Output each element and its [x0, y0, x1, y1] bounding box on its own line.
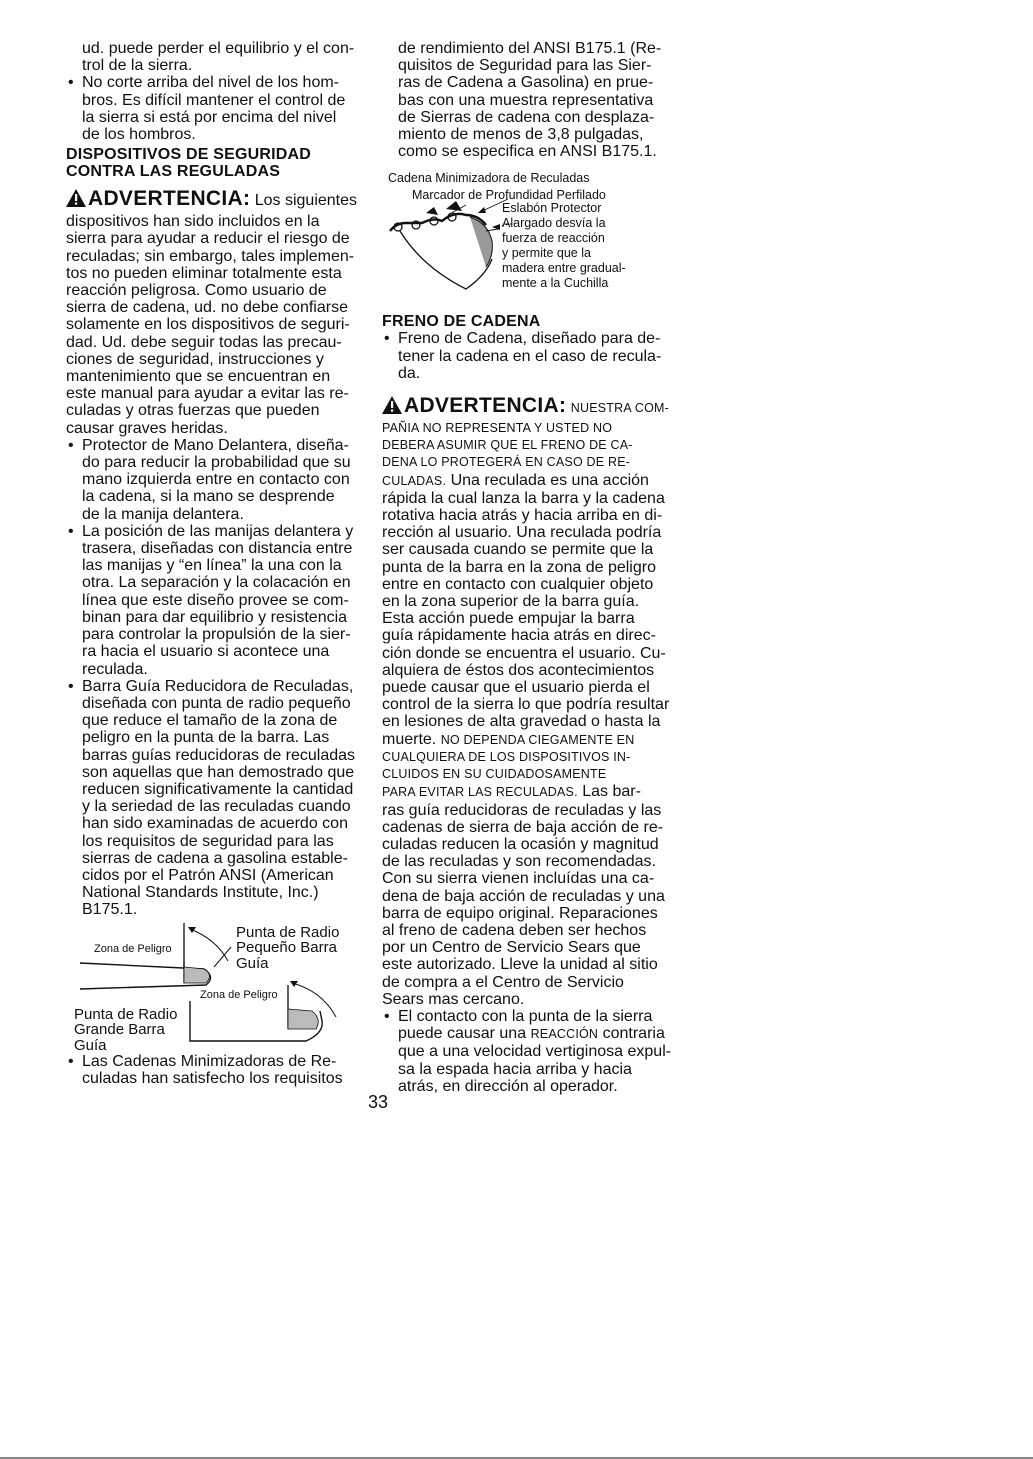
- list-item: [66, 1053, 362, 1087]
- text-span: contraria: [602, 1025, 665, 1043]
- text-line: sierra para ayudar a reducir el riesgo de: [66, 230, 350, 248]
- heading-line: CONTRA LAS REGULADAS: [66, 163, 281, 181]
- text-line: dena de baja acción de reculadas y una: [382, 887, 665, 905]
- text-line: solamente en los dispositivos de seguri-: [66, 316, 350, 334]
- text-line: atrás, en dirección al operador.: [398, 1077, 618, 1095]
- figure-title: Cadena Minimizadora de Reculadas: [388, 171, 590, 186]
- text-line: son aquellas que han demostrado que: [82, 763, 355, 781]
- left-column: [66, 40, 362, 1087]
- text-line: rotativa hacia atrás y hacia arriba en di-: [382, 507, 663, 525]
- text-line: bas con una muestra representativa: [398, 91, 654, 109]
- right-column: [382, 40, 682, 1095]
- list-item: [66, 437, 362, 523]
- text-line: mantenimiento que se encuentran en: [66, 368, 331, 386]
- label-line: y permite que la: [502, 246, 591, 261]
- text-line: entre en contacto con cualquier objeto: [382, 575, 654, 593]
- text-line: este autorizado. Lleve la unidad al sitio: [382, 956, 658, 974]
- text-line: de rendimiento del ANSI B175.1 (Re-: [398, 40, 662, 57]
- text-caps: PARA EVITAR LAS RECULADAS.: [382, 785, 578, 800]
- label-line: Guía: [236, 954, 269, 972]
- text-line: culadas han satisfecho los requisitos: [82, 1069, 343, 1087]
- text-line: puede causar que el usuario pierda el: [382, 679, 650, 697]
- text-line: alquiera de éstos dos acontecimientos: [382, 661, 655, 679]
- text-line: ud. puede perder el equilibrio y el con-: [82, 40, 355, 57]
- text-line: de los hombros.: [82, 126, 196, 144]
- text-line: ra hacia el usuario si acontece una: [82, 643, 330, 661]
- label-line: fuerza de reacción: [502, 231, 605, 246]
- warning-title: ADVERTENCIA:: [404, 394, 567, 418]
- figure-label-danger-zone: Zona de Peligro: [94, 942, 172, 955]
- label-line: Punta de Radio: [236, 923, 340, 941]
- text-line: que reduce el tamaño de la zona de: [82, 712, 338, 730]
- text-line: trasera, diseñadas con distancia entre: [82, 540, 353, 558]
- text-line: reducen significativamente la cantidad: [82, 780, 354, 798]
- text-span: puede causar una: [398, 1025, 527, 1043]
- text-line: causar graves heridas.: [66, 419, 228, 437]
- text-line: reculada.: [82, 660, 148, 678]
- figure-label-danger-zone: Zona de Peligro: [200, 988, 278, 1001]
- text-line: ras guía reducidoras de reculadas y las: [382, 801, 662, 819]
- list-item: [382, 1008, 682, 1095]
- text-line: PAÑIA NO REPRESENTA Y USTED NO: [382, 421, 613, 436]
- text-line: y la seriedad de las reculadas cuando: [82, 798, 351, 816]
- low-kickback-chain-figure: [382, 171, 682, 303]
- text-line: control de la sierra lo que podría resultar: [382, 696, 670, 714]
- text-line: sa la espada hacia arriba y hacia: [398, 1060, 632, 1078]
- list-item: [66, 523, 362, 678]
- text-line: de las reculadas y son recomendadas.: [382, 853, 656, 871]
- text-line: como se especifica en ANSI B175.1.: [398, 143, 657, 161]
- text-line: reculadas; sin embargo, tales implemen-: [66, 247, 355, 265]
- list-item: [382, 330, 682, 382]
- warning-triangle-icon: [66, 189, 86, 213]
- text-line: • Las Cadenas Minimizadoras de Re-: [82, 1052, 337, 1070]
- text-line: que a una velocidad vertiginosa expul-: [398, 1043, 672, 1061]
- text-line: guía rápidamente hacia atrás en direc-: [382, 627, 656, 645]
- text-line: por un Centro de Servicio Sears que: [382, 939, 641, 957]
- text-line: ciones de seguridad, instrucciones y: [66, 350, 324, 368]
- figure-label-guard-link: [502, 201, 682, 291]
- text-line: en la zona superior de la barra guía.: [382, 593, 640, 611]
- text-line: Con su sierra vienen incluídas una ca-: [382, 870, 655, 888]
- text-line: línea que este diseño provee se com-: [82, 591, 349, 609]
- text-line: barras guías reducidoras de reculadas: [82, 746, 356, 764]
- text-line: dispositivos han sido incluidos en la: [66, 213, 320, 231]
- text-line: punta de la barra en la zona de peligro: [382, 558, 656, 576]
- text-line: CLUIDOS EN SU CUIDADOSAMENTE: [382, 767, 607, 782]
- text-line: Esta acción puede empujar la barra: [382, 610, 635, 628]
- text-line: diseñada con punta de radio pequeño: [82, 694, 351, 712]
- text-line: • No corte arriba del nivel de los hom-: [82, 74, 340, 92]
- text-line: DENA LO PROTEGERÁ EN CASO DE RE-: [382, 455, 631, 470]
- text-line: culadas y otras fuerzas que pueden: [66, 402, 320, 420]
- text-line: mano izquierda entre en contacto con: [82, 471, 350, 489]
- text-line: quisitos de Seguridad para las Sier-: [398, 57, 652, 75]
- text-line: binan para dar equilibrio y resistencia: [82, 608, 348, 626]
- label-line: Eslabón Protector: [502, 201, 602, 216]
- warning-title: ADVERTENCIA:: [88, 187, 251, 211]
- label-line: madera entre gradual-: [502, 261, 626, 276]
- text-line: • Barra Guía Reducidora de Reculadas,: [82, 677, 354, 695]
- text-line: • Freno de Cadena, diseñado para de-: [398, 330, 661, 348]
- text-line: da.: [398, 364, 421, 382]
- label-line: Pequeño Barra: [236, 939, 337, 957]
- text-line: este manual para ayudar a evitar las re-: [66, 385, 349, 403]
- text-line: cidos por el Patrón ANSI (American: [82, 866, 334, 884]
- section-heading-safety: [66, 146, 362, 180]
- text-line: los requisitos de seguridad para las: [82, 832, 334, 850]
- text-caps: REACCIÓN: [530, 1027, 599, 1042]
- text-line: miento de menos de 3,8 pulgadas,: [398, 126, 644, 144]
- text-span: Las bar-: [582, 783, 641, 801]
- text-line: otra. La separación y la colacación en: [82, 574, 351, 592]
- text-line: barra de equipo original. Reparaciones: [382, 904, 658, 922]
- text-span: Una reculada es una acción: [450, 471, 649, 489]
- guide-bar-figure: [66, 921, 362, 1054]
- text-line: • El contacto con la punta de la sierra: [398, 1007, 653, 1025]
- text-line: tos no pueden eliminar totalmente esta: [66, 264, 342, 282]
- list-item: [66, 74, 362, 143]
- text-line: de Sierras de cadena con desplaza-: [398, 108, 655, 126]
- label-line: Punta de Radio: [74, 1005, 178, 1023]
- text-line: reacción peligrosa. Como usuario de: [66, 282, 327, 300]
- text-line: bros. Es difícil mantener el control de: [82, 91, 346, 109]
- warning-block: [382, 396, 682, 1008]
- text-line: ser causada cuando se permite que la: [382, 541, 654, 559]
- text-line: rápida la cual lanza la barra y la cadena: [382, 489, 665, 507]
- text-line: sierras de cadena a gasolina estable-: [82, 849, 348, 867]
- list-item: [66, 678, 362, 919]
- label-line: mente a la Cuchilla: [502, 276, 609, 291]
- text-line: culadas reducen la ocasión y magnitud: [382, 835, 659, 853]
- section-heading-chain-brake: FRENO DE CADENA: [382, 313, 541, 331]
- text-line: al freno de cadena deben ser hechos: [382, 921, 647, 939]
- text-line: la sierra si está por encima del nivel: [82, 108, 337, 126]
- text-line: • La posición de las manijas delantera y: [82, 522, 354, 540]
- text-line: han sido examinadas de acuerdo con: [82, 815, 348, 833]
- text-line: la cadena, si la mano se desprende: [82, 488, 335, 506]
- label-line: Alargado desvía la: [502, 216, 606, 231]
- heading-line: DISPOSITIVOS DE SEGURIDAD: [66, 146, 312, 164]
- label-line: Guía: [74, 1036, 107, 1054]
- text-line: rección al usuario. Una reculada podría: [382, 524, 662, 542]
- text-line: peligro en la punta de la barra. Las: [82, 729, 330, 747]
- warning-lead: Los siguientes: [254, 192, 358, 210]
- text-line: DEBERA ASUMIR QUE EL FRENO DE CA-: [382, 438, 633, 453]
- text-line: cadenas de sierra de baja acción de re-: [382, 818, 664, 836]
- text-line: en lesiones de alta gravedad o hasta la: [382, 713, 661, 731]
- text-line: trol de la sierra.: [82, 57, 193, 75]
- text-line: ras de Cadena a Gasolina) en prue-: [398, 74, 654, 92]
- text-line: sierra de cadena, ud. no debe confiarse: [66, 299, 348, 317]
- text-caps: NO DEPENDA CIEGAMENTE EN: [440, 732, 635, 747]
- figure-label-depth-gauge: Marcador de Profundidad Perfilado: [412, 188, 606, 203]
- label-line: Grande Barra: [74, 1021, 165, 1039]
- page-number: 33: [368, 1092, 389, 1112]
- warning-triangle-icon: [382, 396, 402, 420]
- text-line: tener la cadena en el caso de recula-: [398, 347, 662, 365]
- figure-label-large-tip: [74, 1007, 177, 1054]
- text-line: National Standards Institute, Inc.): [82, 884, 319, 902]
- text-line: do para reducir la probabilidad que su: [82, 454, 351, 472]
- text-line: B175.1.: [82, 901, 138, 919]
- text-line: CUALQUIERA DE LOS DISPOSITIVOS IN-: [382, 749, 631, 764]
- text-line: de compra a el Centro de Servicio: [382, 973, 624, 991]
- figure-label-small-tip: [236, 925, 339, 972]
- text-line: Sears mas cercano.: [382, 990, 525, 1008]
- text-line: • Protector de Mano Delantera, diseña-: [82, 436, 349, 454]
- text-line: las manijas y “en línea” la una con la: [82, 557, 342, 575]
- warning-caps: NUESTRA COM-: [570, 401, 669, 416]
- text-line: para controlar la propulsión de la sier-: [82, 626, 351, 644]
- warning-block: [66, 189, 362, 437]
- text-span: muerte.: [382, 730, 437, 748]
- text-caps: CULADAS.: [382, 473, 447, 488]
- text-line: de la manija delantera.: [82, 505, 244, 523]
- text-line: dad. Ud. debe seguir todas las precau-: [66, 333, 342, 351]
- text-line: ción donde se encuentra el usuario. Cu-: [382, 644, 666, 662]
